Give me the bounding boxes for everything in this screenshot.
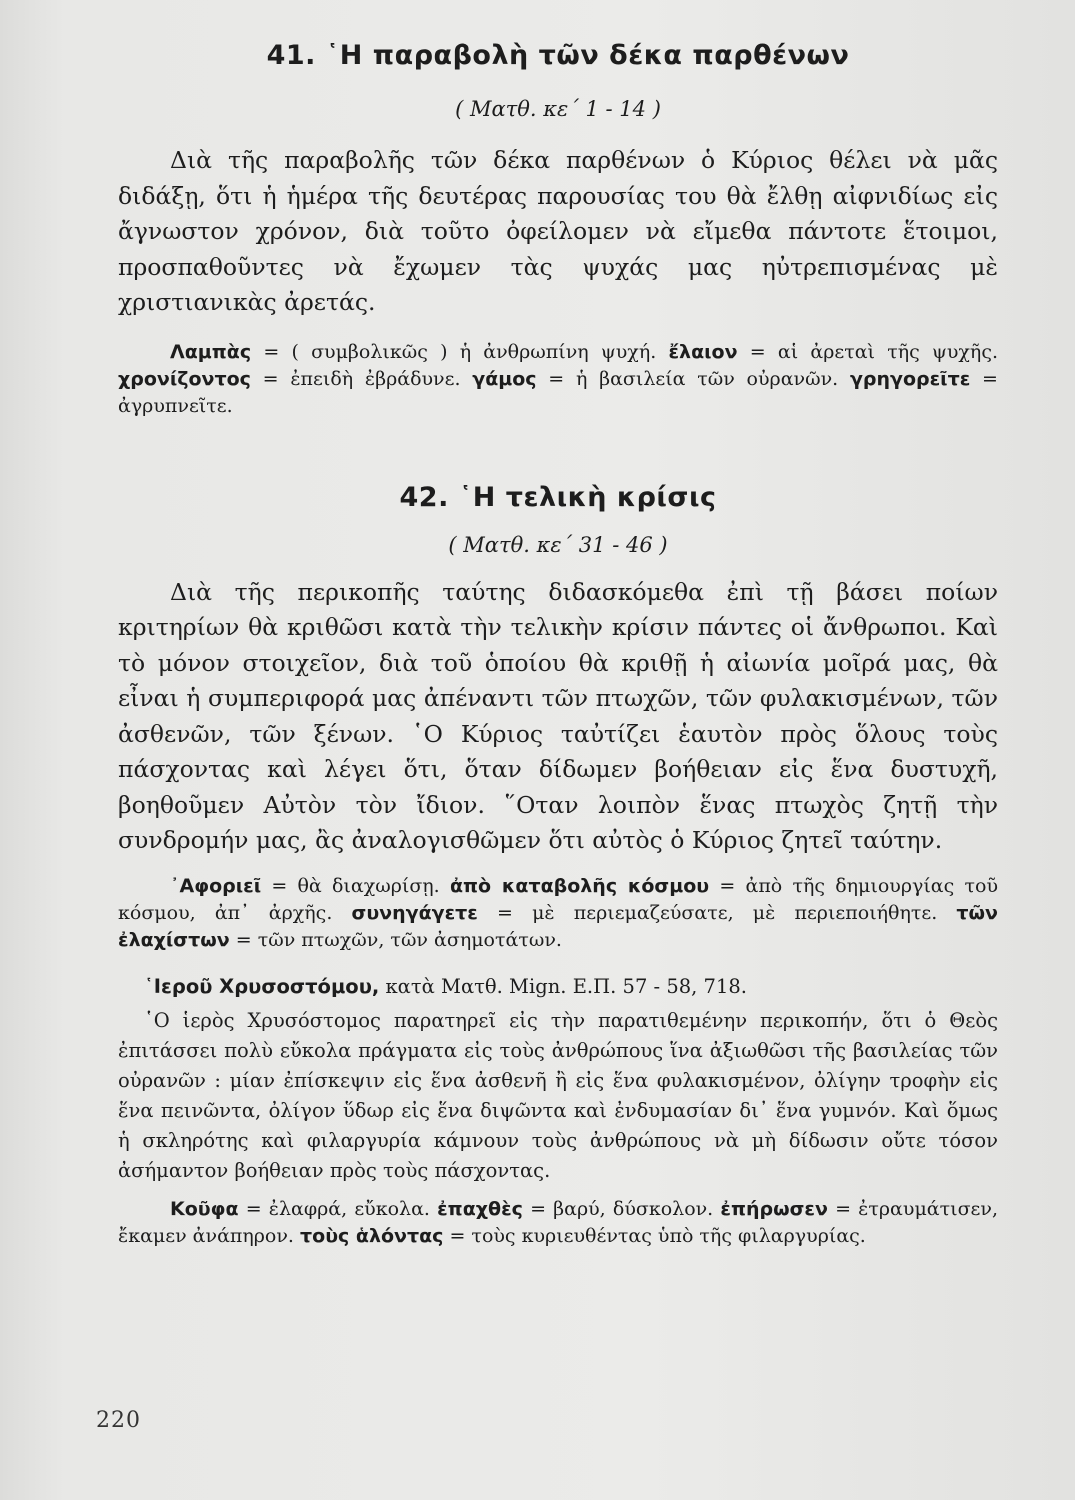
gloss-def: = ἐλαφρά, εὔκολα. — [245, 1197, 430, 1220]
gloss-term: χρονίζοντος — [118, 367, 251, 390]
gloss-term: συνηγάγετε — [351, 901, 478, 924]
section-41-title: 41. ῾Η παραβολὴ τῶν δέκα παρθένων — [266, 40, 850, 71]
gloss-def: = βαρύ, δύσκολον. — [530, 1197, 714, 1220]
text-column — [118, 40, 998, 1250]
section-42-glossary — [118, 873, 998, 954]
source-title: ῾Ιεροῦ Χρυσοστόμου, — [144, 974, 380, 998]
gloss-def: = ἀγρυπνεῖτε. — [118, 367, 998, 417]
section-42-title: 42. ῾Η τελικὴ κρίσις — [399, 481, 717, 513]
gloss-term: ᾿Αφοριεῖ — [170, 874, 262, 897]
page-number: 220 — [96, 1408, 141, 1433]
gloss-def: = τοὺς κυριευθέντας ὑπὸ τῆς φιλαργυρίας. — [449, 1224, 866, 1247]
source-citation: κατὰ Ματθ. Mign. Ε.Π. 57 - 58, 718. — [385, 974, 747, 998]
section-42-reference: ( Ματθ. κε΄ 31 - 46 ) — [448, 532, 668, 557]
gloss-term: τοὺς ἁλόντας — [300, 1224, 444, 1247]
section-42-paragraph: Διὰ τῆς περικοπῆς ταύτης διδασκόμεθα ἐπὶ τῇ βάσει ποίων κριτηρίων θὰ κριθῶσι κατὰ τὴν τελικὴν κρίσιν πάντες οἱ ἄνθρωποι. Καὶ τὸ μόνον στοιχεῖον, διὰ τοῦ ὁποίου θὰ κριθῇ ἡ αἰωνία μοῖρά μας, θὰ εἶναι ἡ συμπεριφορά μας ἀπέναντι τῶν πτωχῶν, τῶν φυλακισμένων, τῶν ἀσθενῶν, τῶν ξένων. ῾Ο Κύριος ταὐτίζει ἑαυτὸν πρὸς ὅλους τοὺς πάσχοντας καὶ λέγει ὅτι, ὅταν δίδωμεν βοήθειαν εἰς ἕνα δυστυχῆ, βοηθοῦμεν Αὐτὸν τὸν ἴδιον. ῞Οταν λοιπὸν ἕνας πτωχὸς ζητῇ τὴν συνδρομήν μας, ἂς ἀναλογισθῶμεν ὅτι αὐτὸς ὁ Κύριος ζητεῖ ταύτην. — [118, 577, 998, 854]
section-41-reference: ( Ματθ. κε΄ 1 - 14 ) — [455, 97, 661, 121]
gloss-def: = ( συμβολικῶς ) ἡ ἀνθρωπίνη ψυχή. — [263, 340, 657, 363]
gloss-term: τῶν ἐλαχίστων — [118, 901, 998, 951]
gloss-def: = αἱ ἀρεταὶ τῆς ψυχῆς. — [749, 340, 998, 363]
gloss-def: = θὰ διαχωρίσῃ. — [271, 874, 440, 897]
section-41-glossary — [118, 339, 998, 420]
gloss-def: = τῶν πτωχῶν, τῶν ἀσημοτάτων. — [235, 928, 562, 951]
gloss-def: = ἀπὸ τῆς δημιουργίας τοῦ κόσμου, ἀπ᾿ ἀρχῆς. — [118, 874, 999, 924]
section-41 — [118, 40, 998, 420]
gloss-term: γάμος — [472, 367, 537, 390]
section-42 — [118, 482, 998, 1250]
gloss-term: Λαμπὰς — [170, 340, 252, 363]
commentary-paragraph: ῾Ο ἱερὸς Χρυσόστομος παρατηρεῖ εἰς τὴν παρατιθεμένην περικοπήν, ὅτι ὁ Θεὸς ἐπιτάσσει πολὺ εὔκολα πράγματα εἰς τοὺς ἀνθρώπους ἵνα ἀξιωθῶσι τῆς βασιλείας τῶν οὐρανῶν : μίαν ἐπίσκεψιν εἰς ἕνα ἀσθενῆ ἢ εἰς ἕνα φυλακισμένον, ὀλίγην τροφὴν εἰς ἕνα πεινῶντα, ὀλίγον ὕδωρ εἰς ἕνα διψῶντα καὶ ἐνδυμασίαν δι᾿ ἕνα γυμνόν. Καὶ ὅμως ἡ σκληρότης καὶ φιλαργυρία κάμνουν τοὺς ἀνθρώπους νὰ μὴ δίδωσιν οὔτε τόσον ἀσήμαντον βοήθειαν πρὸς τοὺς πάσχοντας. — [118, 1008, 998, 1182]
gloss-term: ἐπήρωσεν — [720, 1197, 828, 1220]
gloss-def: = ἡ βασιλεία τῶν οὐρανῶν. — [548, 367, 839, 390]
source-line — [118, 972, 998, 1002]
gloss-term: ἀπὸ καταβολῆς κόσμου — [449, 874, 710, 897]
commentary-glossary — [118, 1196, 998, 1250]
gloss-term: Κοῦφα — [170, 1197, 239, 1220]
gloss-term: ἔλαιον — [668, 340, 738, 363]
gloss-term: γρηγορεῖτε — [849, 367, 971, 390]
section-41-paragraph: Διὰ τῆς παραβολῆς τῶν δέκα παρθένων ὁ Κύριος θέλει νὰ μᾶς διδάξῃ, ὅτι ἡ ἡμέρα τῆς δευτέρας παρουσίας του θὰ ἔλθῃ αἰφνιδίως εἰς ἄγνωστον χρόνον, διὰ τοῦτο ὀφείλομεν νὰ εἴμεθα πάντοτε ἕτοιμοι, προσπαθοῦντες νὰ ἔχωμεν τὰς ψυχάς μας ηὐτρεπισμένας μὲ χριστιανικὰς ἀρετάς. — [118, 146, 998, 316]
gloss-def: = ἐτραυμάτισεν, ἔκαμεν ἀνάπηρον. — [118, 1197, 998, 1247]
gloss-term: ἐπαχθὲς — [437, 1197, 523, 1220]
gloss-def: = ἐπειδὴ ἐβράδυνε. — [262, 367, 461, 390]
gloss-def: = μὲ περιεμαζεύσατε, μὲ περιεποιήθητε. — [497, 901, 938, 924]
